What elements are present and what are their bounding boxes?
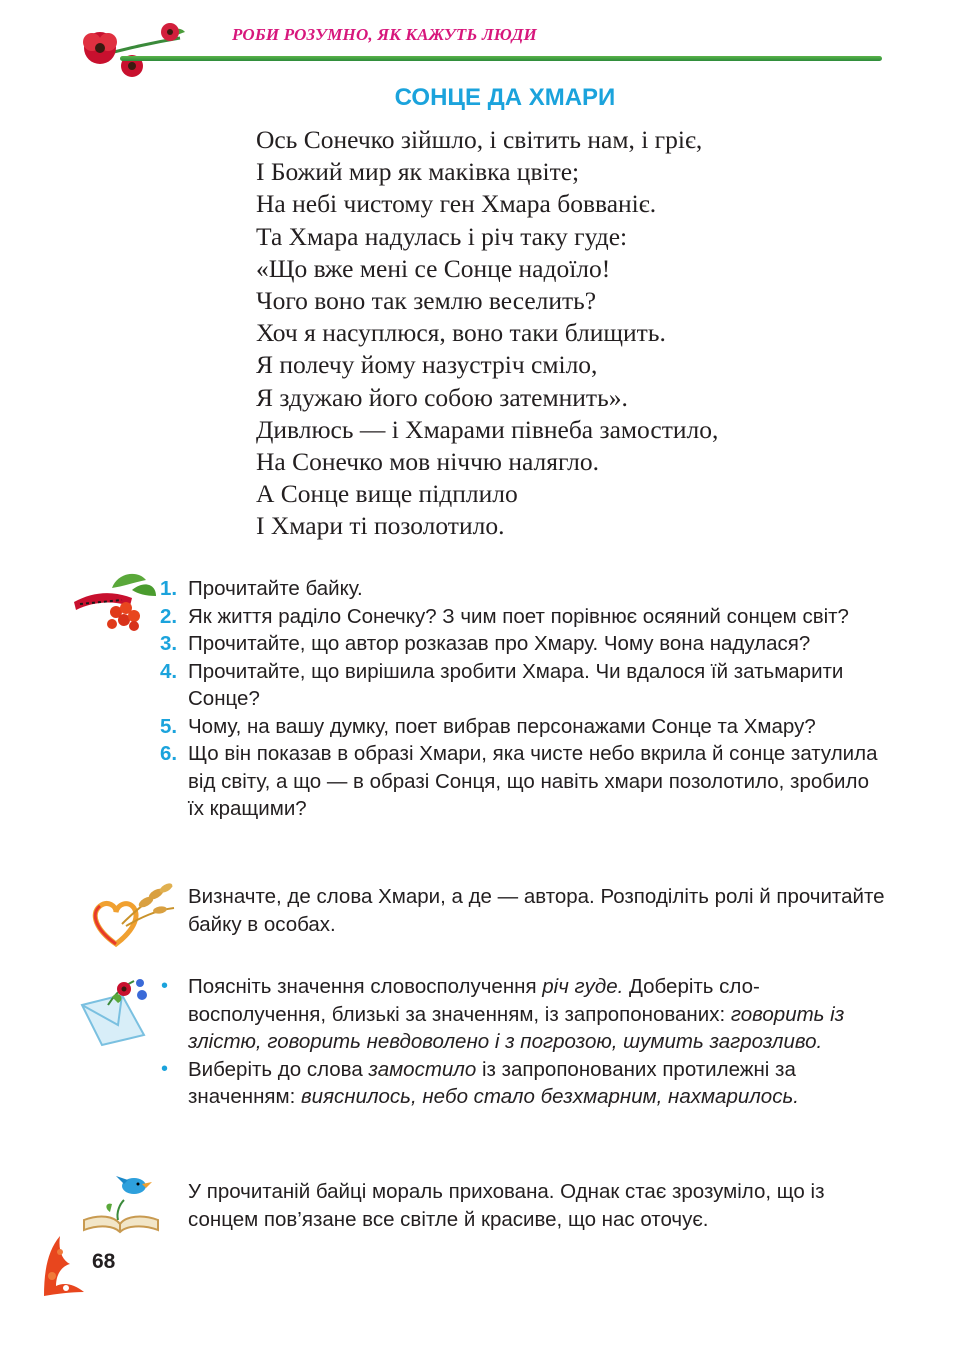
vocab-text: Поясніть значення словосполучення: [188, 975, 543, 998]
question-text: Що він показав в образі Хмари, яка чисте небо вкрила й сонце затулила від світу, а що — в образі Сонця, що навіть хмари позолотило, зробило їх кращими?: [188, 742, 878, 820]
poem-line: А Сонце вище підплило: [256, 479, 518, 509]
vocab-options: вияснилось, небо стало безхмарним, нахмарилось.: [300, 1085, 799, 1108]
poem-line: Дивлюсь — і Хмарами півнеба замостило,: [256, 414, 719, 444]
vocab-word: замостило: [368, 1057, 477, 1081]
question-item: [160, 713, 890, 741]
poem-line: На небі чистому ген Хмара бовваніє.: [256, 189, 657, 219]
poem-line: І Хмари ті позолотило.: [256, 511, 505, 541]
poem-line: Хоч я насуплюся, воно таки блищить.: [256, 318, 666, 348]
poem-line: Я здужаю його собою затемнить».: [256, 382, 628, 412]
moral-text: У прочитаній байці мораль прихована. Однак стає зрозуміло, що із сонцем пов’язане все світле й красиве, що нас оточує.: [188, 1180, 825, 1231]
vocab-options: говорить із злістю, говорить невдоволено і з погрозою, шумить загрозливо.: [188, 1002, 845, 1053]
vocab-item-1: [161, 973, 888, 1056]
poem-line: Чого воно так землю веселить?: [256, 286, 597, 316]
question-text: Прочитайте, що вирішила зробити Хмара. Чи вдалося їй затьмарити Сонце?: [188, 659, 844, 710]
question-number: 2.: [160, 604, 178, 628]
question-item: [160, 603, 890, 631]
vocab-phrase: річ гуде.: [542, 975, 624, 998]
envelope-flowers-icon: [78, 975, 160, 1047]
question-item: [160, 575, 890, 603]
bullet-icon: •: [161, 975, 169, 997]
poem-line: «Що вже мені се Сонце надоїло!: [256, 253, 611, 283]
poem-line: На Сонечко мов ніччю налягло.: [256, 447, 600, 477]
vocab-item-2: [161, 1056, 888, 1111]
question-number: 6.: [160, 742, 178, 765]
ornament-icon: [40, 1230, 92, 1300]
question-item: [160, 658, 890, 713]
question-number: 1.: [160, 577, 178, 600]
vocab-text: із запропонованих протилежні за значенням:: [188, 1057, 796, 1108]
vocab-text: Доберіть словосполучення, близькі за значенням, із запропонованих:: [188, 975, 760, 1026]
question-number: 3.: [160, 632, 178, 655]
poem-title: СОНЦЕ ДА ХМАРИ: [394, 84, 616, 111]
wheat-heart-icon: [86, 880, 178, 950]
question-text: Прочитайте, що автор розказав про Хмару. Чому вона надулася?: [188, 632, 811, 655]
header-title: РОБИ РОЗУМНО, ЯК КАЖУТЬ ЛЮДИ: [232, 25, 537, 44]
question-text: Як життя раділо Сонечку? З чим поет порівнює осяяний сонцем світ?: [188, 604, 849, 628]
poppy-flowers-icon: [70, 18, 200, 83]
vocab-task: [161, 973, 888, 1111]
question-text: Прочитайте байку.: [188, 577, 363, 600]
page-number: 68: [92, 1250, 116, 1273]
vocab-text: Виберіть до слова: [188, 1057, 369, 1081]
roles-task-text: Визначте, де слова Хмари, а де — автора. Розподіліть ролі й прочитайте байку в особах.: [188, 885, 885, 936]
question-text: Чому, на вашу думку, поет вибрав персонажами Сонце та Хмару?: [188, 714, 816, 738]
question-item: [160, 740, 890, 823]
poem-line: Та Хмара надулась і річ таку гуде:: [256, 221, 628, 251]
poem-line: І Божий мир як маківка цвіте;: [256, 157, 580, 187]
poem-line: Я полечу йому назустріч сміло,: [256, 350, 598, 380]
header-divider: [120, 56, 882, 61]
question-number: 4.: [160, 659, 178, 683]
bullet-icon: •: [161, 1057, 169, 1080]
poem-line: Ось Сонечко зійшло, і світить нам, і гріє,: [256, 125, 703, 154]
question-list: [160, 575, 890, 823]
question-item: [160, 630, 890, 658]
question-number: 5.: [160, 714, 178, 738]
bird-book-icon: [80, 1172, 162, 1234]
viburnum-berries-icon: [72, 570, 158, 632]
poem-text: [256, 124, 718, 543]
